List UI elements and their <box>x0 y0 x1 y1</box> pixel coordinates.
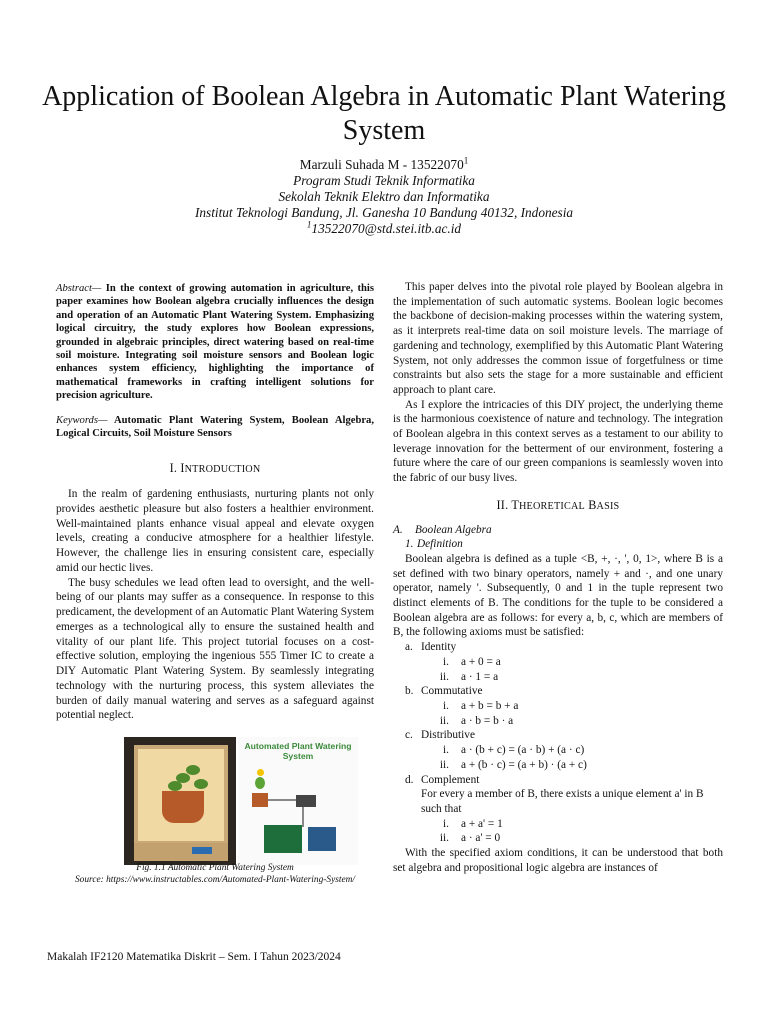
figure-caption <box>56 863 374 886</box>
figure-source: Source: https://www.instructables.com/Automated-Plant-Watering-System/ <box>74 874 356 885</box>
paper-title: Application of Boolean Algebra in Automatic Plant Watering System <box>42 81 726 146</box>
right-column <box>393 280 723 875</box>
section-heading-theoretical-basis: II. THEORETICAL BASIS <box>496 497 620 512</box>
author-superscript: 1 <box>463 155 469 166</box>
page-footer: Makalah IF2120 Matematika Diskrit – Sem. I Tahun 2023/2024 <box>47 951 341 963</box>
definition-paragraph: Boolean algebra is defined as a tuple <B, +, ·, ', 0, 1>, where B is a set defined with two binary operators, namely + and ·, and one unary operator, namely '. Subsequently, 0 and 1 in the tuple represent two distinct elements of B. The conditions for the tuple to be considered a Boolean algebra are as follows: for every a, b, c, which are members of B, the following axioms must be satisfied: <box>393 552 723 639</box>
figure-photo <box>124 737 236 865</box>
figure <box>56 737 374 887</box>
keywords-label: Keywords— <box>56 414 108 426</box>
intro-paragraph: The busy schedules we lead often lead to oversight, and the well-being of our plants may suffer as a consequence. In response to this predicament, the development of an Automatic Plant Watering System emerges as a technological ally to ensure the sustained health and vitality of our plant life. This project tutorial focuses on a cost-effective solution, employing the ingenious 555 Timer IC to create a DIY Automatic Plant Watering System. By seamlessly integrating technology with the nurturing process, this system alleviates the burden of daily manual watering and serves as a safeguard against potential neglect. <box>56 576 374 722</box>
intro-paragraph: In the realm of gardening enthusiasts, nurturing plants not only provides aesthetic pleasure but also fosters a healthier environment. Well-maintained plants enhance visual appeal and elevate oxygen levels, creating a conducive atmosphere for a healthier lifestyle. However, the challenge lies in ensuring consistent care, especially amid our hectic lives. <box>56 488 374 574</box>
subsection-boolean-algebra: A. Boolean Algebra <box>393 523 492 536</box>
author-block <box>40 157 728 237</box>
body-paragraph: This paper delves into the pivotal role played by Boolean algebra in the implementation of such automatic systems. Boolean logic becomes the backbone of decision-making processes within the watering system, as it interprets real-time data on soil moisture levels. The marriage of gardening and technology, exemplified by this Automatic Plant Watering System, not only addresses the common issue of forgetfulness or time constraints but also sets the stage for a more sustainable and efficient approach to plant care. <box>393 281 723 396</box>
axiom-commutative: b. Commutative i. a + b = b + a ii. a · b = b · a <box>405 685 519 727</box>
subsubsection-definition: 1. Definition <box>405 538 463 551</box>
figure-caption-title: Fig. 1.1 Automatic Plant Watering System <box>136 863 294 874</box>
closing-paragraph: With the specified axiom conditions, it can be understood that both set algebra and propositional logic algebra are instances of <box>393 847 723 874</box>
axiom-distributive: c. Distributive i. a · (b + c) = (a · b) + (a · c) ii. a + (b · c) = (a + b) · (a + c) <box>405 729 587 771</box>
section-heading-introduction: I. INTRODUCTION <box>169 461 261 476</box>
axiom-complement: d. Complement For every a member of B, there exists a unique element a' in B such that i. a + a' = 1 ii. a · a' = 0 <box>405 773 704 845</box>
left-column <box>56 282 374 887</box>
abstract-label: Abstract— <box>56 283 102 294</box>
abstract <box>56 282 374 403</box>
keywords <box>56 414 374 441</box>
keywords-text: Automatic Plant Watering System, Boolean Algebra, Logical Circuits, Soil Moisture Sensors <box>56 414 374 440</box>
affiliation-school: Sekolah Teknik Elektro dan Informatika <box>278 189 490 204</box>
author-email: $^1$13522070@std.stei.itb.ac.id <box>306 219 462 236</box>
affiliation-institute: Institut Teknologi Bandung, Jl. Ganesha 10 Bandung 40132, Indonesia <box>194 205 574 220</box>
author-name: Marzuli Suhada M - 13522070$^1$ <box>299 155 469 172</box>
affiliation-program: Program Studi Teknik Informatika <box>293 173 475 188</box>
abstract-text: In the context of growing automation in agriculture, this paper examines how Boolean algebra crucially influences the design and operation of an Automatic Plant Watering System. Emphasizing logical circuitry, the study explores how Boolean expressions, grounded in algebraic principles, direct watering based on real-time soil moisture. Integrating soil moisture sensors and Boolean logic enhances system efficiency, highlighting the importance of mathematical frameworks in crafting intelligent solutions for precision agriculture. <box>56 283 374 402</box>
figure-image-title: Automated Plant Watering System <box>244 741 352 762</box>
figure-diagram <box>238 737 358 865</box>
axiom-identity: a. Identity i. a + 0 = a ii. a · 1 = a <box>405 641 501 683</box>
body-paragraph: As I explore the intricacies of this DIY project, the underlying theme is the harmonious coexistence of nature and technology. The integration of Boolean algebra in this context serves as a testament to our ability to leverage innovation for the betterment of our environment, fostering a future where the care of our green companions is seamlessly woven into the fabric of our busy lives. <box>393 398 723 485</box>
